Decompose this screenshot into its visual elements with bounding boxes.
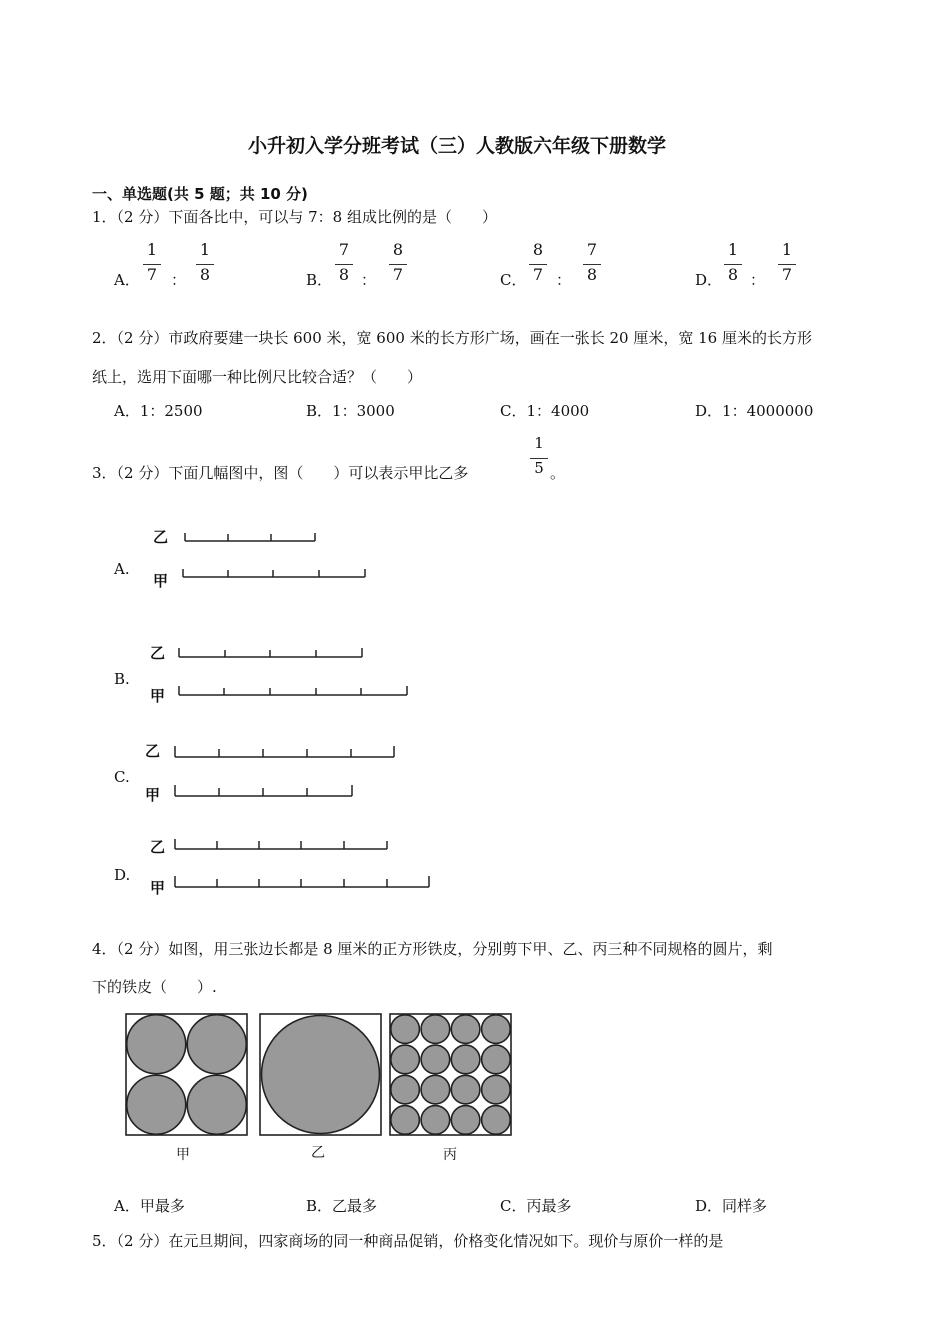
fraction: 7 8 [334, 242, 354, 287]
ratio-colon: ： [361, 271, 377, 289]
yi-label: 乙 [150, 644, 166, 662]
figure-label-yi: 乙 [311, 1145, 325, 1161]
q3-option-d-diagram [172, 832, 437, 896]
option-label: D． [695, 271, 723, 289]
q4-option-c[interactable]: C．丙最多 [500, 1197, 572, 1215]
question-3-text: 3．（2 分）下面几幅图中，图（ ）可以表示甲比乙多 [92, 464, 469, 482]
fraction: 1 7 [777, 242, 797, 287]
ratio-colon: ： [556, 271, 572, 289]
option-label: B． [306, 271, 333, 289]
q2-option-d[interactable]: D．1：4000000 [695, 402, 814, 420]
ratio-colon: ： [171, 271, 187, 289]
figure-label-jia: 甲 [176, 1147, 190, 1163]
question-4-text-cont: 下的铁皮（ ）. [92, 978, 217, 996]
q3-option-b-diagram [175, 640, 415, 702]
fraction: 1 8 [723, 242, 743, 287]
q4-option-b[interactable]: B．乙最多 [306, 1197, 378, 1215]
q2-option-b[interactable]: B．1：3000 [306, 402, 395, 420]
ratio-colon: ： [750, 271, 766, 289]
question-1-text: 1．（2 分）下面各比中，可以与 7：8 组成比例的是（ ） [92, 208, 497, 226]
section-heading: 一、单选题(共 5 题；共 10 分) [92, 185, 308, 203]
fraction: 1 7 [142, 242, 162, 287]
q2-option-c[interactable]: C．1：4000 [500, 402, 590, 420]
yi-label: 乙 [150, 838, 166, 856]
yi-label: 乙 [153, 528, 169, 546]
fraction: 8 7 [528, 242, 548, 287]
question-2-text: 2．（2 分）市政府要建一块长 600 米，宽 600 米的长方形广场，画在一张长 20 厘米，宽 16 厘米的长方形 [92, 329, 812, 347]
page-title: 小升初入学分班考试（三）人教版六年级下册数学 [248, 135, 667, 157]
fraction: 7 8 [582, 242, 602, 287]
jia-label: 甲 [153, 572, 169, 590]
q3-option-c-label[interactable]: C. [114, 768, 130, 786]
q4-circle-figures [122, 1010, 517, 1140]
question-2-text-cont: 纸上，选用下面哪一种比例尺比较合适？（ ） [92, 368, 423, 386]
fraction: 1 5 [529, 436, 549, 481]
yi-label: 乙 [145, 742, 161, 760]
jia-label: 甲 [150, 879, 166, 897]
question-5-text: 5．（2 分）在元旦期间，四家商场的同一种商品促销，价格变化情况如下。现价与原价一样的是 [92, 1232, 724, 1250]
q4-option-d[interactable]: D．同样多 [695, 1197, 768, 1215]
q3-option-a-label[interactable]: A. [114, 560, 130, 578]
fraction: 8 7 [388, 242, 408, 287]
jia-label: 甲 [150, 687, 166, 705]
period: 。 [550, 464, 566, 482]
q3-option-b-label[interactable]: B. [114, 670, 130, 688]
fraction: 1 8 [195, 242, 215, 287]
q4-option-a[interactable]: A．甲最多 [114, 1197, 185, 1215]
question-4-text: 4．（2 分）如图，用三张边长都是 8 厘米的正方形铁皮，分别剪下甲、乙、丙三种不同规格的圆片，剩 [92, 940, 773, 958]
figure-label-bing: 丙 [443, 1147, 457, 1163]
option-label: C． [500, 271, 527, 289]
q3-option-a-diagram [180, 525, 380, 585]
q3-option-c-diagram [170, 738, 410, 802]
option-label: A． [114, 271, 140, 289]
q3-option-d-label[interactable]: D. [114, 866, 131, 884]
q2-option-a[interactable]: A．1：2500 [114, 402, 203, 420]
jia-label: 甲 [145, 786, 161, 804]
